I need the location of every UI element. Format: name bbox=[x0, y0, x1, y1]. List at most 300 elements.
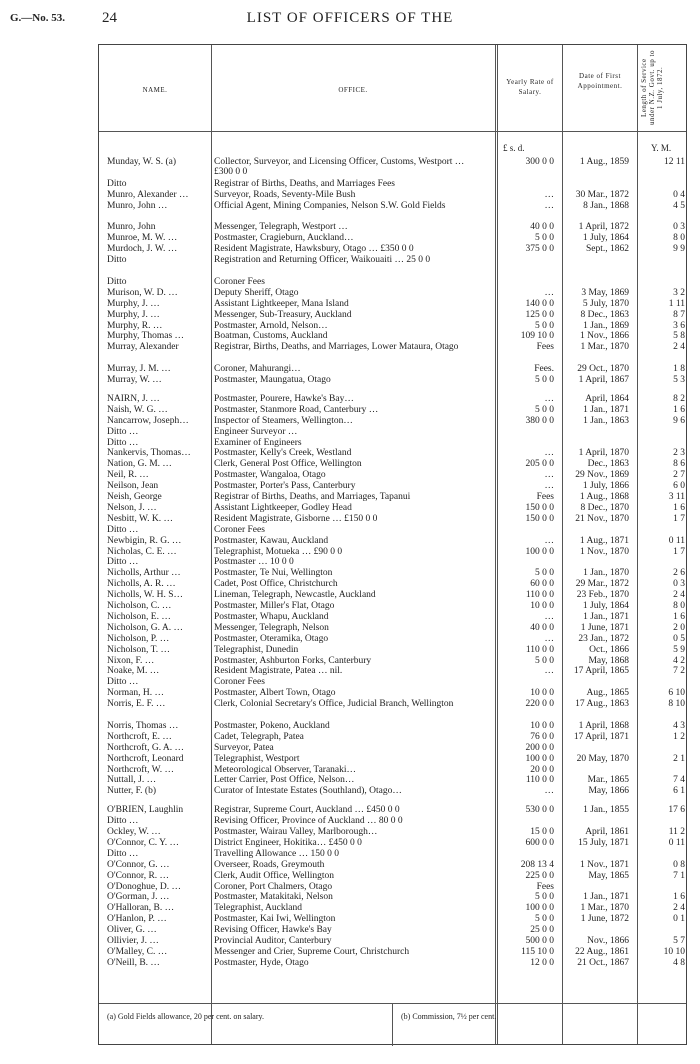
length-of-service: 2 4 bbox=[673, 342, 685, 353]
yearly-salary: … bbox=[544, 393, 554, 404]
office-title: Meteorological Observer, Taranaki… bbox=[214, 764, 357, 775]
length-of-service: 2 0 bbox=[673, 622, 685, 633]
appointment-date: 1 July, 1866 bbox=[582, 481, 629, 492]
length-of-service: 0 3 bbox=[673, 579, 685, 590]
length-of-service: 4 2 bbox=[673, 655, 685, 666]
office-title: Revising Officer, Province of Auckland … 80 0 0 bbox=[214, 816, 403, 827]
appointment-date: 1 Nov., 1871 bbox=[580, 859, 629, 870]
appointment-date: 17 April, 1865 bbox=[573, 666, 629, 677]
appointment-date: 1 April, 1868 bbox=[578, 720, 629, 731]
office-title: Coroner, Port Chalmers, Otago bbox=[214, 881, 333, 892]
appointment-date: May, 1865 bbox=[588, 870, 629, 881]
officer-name: Nixon, F. … bbox=[107, 655, 155, 666]
length-of-service: 1 6 bbox=[673, 611, 685, 622]
appointment-date: 29 Mar., 1872 bbox=[575, 579, 629, 590]
length-of-service: 2 7 bbox=[673, 470, 685, 481]
appointment-date: April, 1864 bbox=[585, 393, 629, 404]
office-title: Messenger and Crier, Supreme Court, Christchurch bbox=[214, 946, 410, 957]
officer-name: O'Halloran, B. … bbox=[107, 903, 175, 914]
officer-name: O'Connor, R. … bbox=[107, 870, 170, 881]
yearly-salary: … bbox=[544, 448, 554, 459]
yearly-salary: 5 0 0 bbox=[535, 914, 554, 925]
office-title: Revising Officer, Hawke's Bay bbox=[214, 925, 332, 936]
document-reference: G.—No. 53. bbox=[10, 12, 65, 24]
office-title: Registrar of Births, Deaths, and Marriages, Tapanui bbox=[214, 492, 411, 502]
length-of-service: 5 9 bbox=[673, 644, 685, 655]
length-of-service: 6 1 bbox=[673, 786, 685, 797]
officer-name: O'Donoghue, D. … bbox=[107, 881, 182, 892]
yearly-salary: 600 0 0 bbox=[525, 837, 554, 848]
officer-name: O'BRIEN, Laughlin bbox=[107, 805, 184, 816]
yearly-salary: 208 13 4 bbox=[520, 859, 554, 870]
page-title: LIST OF OFFICERS OF THE bbox=[246, 10, 454, 26]
column-divider bbox=[637, 45, 638, 1044]
yearly-salary: 205 0 0 bbox=[525, 459, 554, 470]
officer-name: Ditto … bbox=[107, 816, 139, 827]
officer-name: Norris, E. F. … bbox=[107, 699, 166, 710]
officer-name: Murphy, R. … bbox=[107, 320, 163, 331]
yearly-salary: … bbox=[544, 633, 554, 644]
yearly-salary: 109 10 0 bbox=[520, 331, 554, 342]
office-title: Clerk, Audit Office, Wellington bbox=[214, 870, 334, 881]
officer-name: O'Connor, C. Y. … bbox=[107, 837, 180, 848]
officer-name: Ditto … bbox=[107, 437, 139, 448]
yearly-salary: 375 0 0 bbox=[525, 244, 554, 255]
office-title: Telegraphist, Westport bbox=[214, 753, 300, 764]
office-title: Registrar, Supreme Court, Auckland … £450 0 0 bbox=[214, 805, 400, 816]
length-of-service: 0 11 bbox=[668, 535, 685, 546]
length-of-service: 1 6 bbox=[673, 502, 685, 513]
column-divider bbox=[211, 45, 212, 1044]
yearly-salary: 100 0 0 bbox=[525, 753, 554, 764]
yearly-salary: 40 0 0 bbox=[530, 222, 554, 233]
yearly-salary: 5 0 0 bbox=[535, 375, 554, 385]
officer-name: Nicholson, E. … bbox=[107, 611, 171, 622]
officer-name: Nation, G. M. … bbox=[107, 459, 172, 470]
officer-name: Oliver, G. … bbox=[107, 925, 157, 936]
appointment-date: 1 Mar., 1870 bbox=[580, 342, 629, 353]
office-title: Postmaster, Kelly's Creek, Westland bbox=[214, 448, 352, 459]
officer-name: Nancarrow, Joseph… bbox=[107, 415, 189, 426]
length-of-service: 0 5 bbox=[673, 633, 685, 644]
office-title: Coroner Fees bbox=[214, 276, 265, 287]
officer-name: Ditto … bbox=[107, 557, 139, 568]
office-title: Coroner Fees bbox=[214, 677, 265, 688]
appointment-date: 1 Nov., 1870 bbox=[580, 546, 629, 557]
length-of-service: 0 8 bbox=[673, 859, 685, 870]
appointment-date: 17 April, 1871 bbox=[573, 731, 629, 742]
office-title: Postmaster, Miller's Flat, Otago bbox=[214, 601, 335, 611]
office-title: Cadet, Telegraph, Patea bbox=[214, 731, 304, 742]
appointment-date: 23 Feb., 1870 bbox=[576, 590, 629, 601]
office-title: Postmaster, Kai Iwi, Wellington bbox=[214, 914, 336, 925]
yearly-salary: 150 0 0 bbox=[525, 513, 554, 524]
yearly-salary: 10 0 0 bbox=[530, 720, 554, 731]
length-of-service: 8 2 bbox=[673, 393, 685, 404]
officer-name: O'Connor, G. … bbox=[107, 859, 170, 870]
yearly-salary: 5 0 0 bbox=[535, 233, 554, 244]
officer-name: Northcroft, E. … bbox=[107, 731, 172, 742]
length-of-service: 5 7 bbox=[673, 936, 685, 946]
officer-name: O'Malley, C. … bbox=[107, 946, 168, 957]
length-of-service: 7 4 bbox=[673, 775, 685, 786]
office-title: Telegraphist, Motueka … £90 0 0 bbox=[214, 546, 343, 557]
yearly-salary: 100 0 0 bbox=[525, 546, 554, 557]
length-of-service: 2 1 bbox=[673, 753, 685, 764]
office-title: Collector, Surveyor, and Licensing Officer, Customs, Westport … £300 0 0 bbox=[214, 157, 465, 177]
officer-name: Murray, W. … bbox=[107, 375, 162, 385]
length-of-service: 7 1 bbox=[673, 870, 685, 881]
length-of-service: 4 8 bbox=[673, 957, 685, 968]
officer-name: NAIRN, J. … bbox=[107, 393, 160, 404]
length-of-service: 8 10 bbox=[668, 699, 685, 710]
office-title: Overseer, Roads, Greymouth bbox=[214, 859, 325, 870]
table-header bbox=[99, 45, 686, 132]
officer-name: Nicholas, C. E. … bbox=[107, 546, 177, 557]
office-title: Registrar, Births, Deaths, and Marriages, Lower Mataura, Otago bbox=[214, 342, 459, 353]
officer-name: Munroe, M. W. … bbox=[107, 233, 178, 244]
yearly-salary: Fees. bbox=[534, 364, 554, 375]
yearly-salary: 10 0 0 bbox=[530, 601, 554, 611]
appointment-date: 1 Jan., 1871 bbox=[583, 611, 629, 622]
yearly-salary: 5 0 0 bbox=[535, 655, 554, 666]
yearly-salary: 125 0 0 bbox=[525, 309, 554, 320]
officer-name: Naish, W. G. … bbox=[107, 404, 168, 415]
appointment-date: Nov., 1866 bbox=[587, 936, 629, 946]
officer-name: Ditto … bbox=[107, 426, 139, 437]
office-title: Engineer Surveyor … bbox=[214, 426, 298, 437]
length-of-service: 1 2 bbox=[673, 731, 685, 742]
officer-name: Ditto … bbox=[107, 677, 139, 688]
officer-name: Northcroft, Leonard bbox=[107, 753, 184, 764]
yearly-salary: 220 0 0 bbox=[525, 699, 554, 710]
appointment-date: 1 Aug., 1871 bbox=[579, 535, 629, 546]
length-of-service: 1 7 bbox=[673, 546, 685, 557]
appointment-date: 29 Nov., 1869 bbox=[575, 470, 629, 481]
length-of-service: 2 4 bbox=[673, 903, 685, 914]
appointment-date: 1 June, 1872 bbox=[580, 914, 629, 925]
yearly-salary: 20 0 0 bbox=[530, 764, 554, 775]
length-of-service: 3 6 bbox=[673, 320, 685, 331]
office-title: Postmaster, Pourere, Hawke's Bay… bbox=[214, 393, 354, 404]
office-title: Lineman, Telegraph, Newcastle, Auckland bbox=[214, 590, 376, 601]
appointment-date: 1 Jan., 1869 bbox=[583, 320, 629, 331]
officer-name: Murphy, J. … bbox=[107, 298, 160, 309]
officer-name: Nicholson, P. … bbox=[107, 633, 170, 644]
appointment-date: 22 Aug., 1861 bbox=[575, 946, 629, 957]
length-of-service: 3 11 bbox=[668, 492, 685, 502]
appointment-date: 1 Aug., 1859 bbox=[579, 157, 629, 167]
appointment-date: 1 July, 1864 bbox=[582, 601, 629, 611]
yearly-salary: 500 0 0 bbox=[525, 936, 554, 946]
appointment-date: 8 Jan., 1868 bbox=[583, 200, 629, 211]
officer-name: Nicholls, A. R. … bbox=[107, 579, 176, 590]
office-title: Resident Magistrate, Gisborne … £150 0 0 bbox=[214, 513, 378, 524]
appointment-date: 8 Dec., 1863 bbox=[580, 309, 629, 320]
office-title: Postmaster, Wangaloa, Otago bbox=[214, 470, 326, 481]
officer-name: Ollivier, J. … bbox=[107, 936, 159, 946]
office-title: Resident Magistrate, Patea … nil. bbox=[214, 666, 343, 677]
appointment-date: 8 Dec., 1870 bbox=[580, 502, 629, 513]
officer-name: Northcroft, G. A. … bbox=[107, 742, 185, 753]
officer-name: Neilson, Jean bbox=[107, 481, 159, 492]
appointment-date: 1 Jan., 1870 bbox=[583, 568, 629, 579]
appointment-date: 21 Nov., 1870 bbox=[575, 513, 629, 524]
length-of-service: 0 11 bbox=[668, 837, 685, 848]
office-title: Postmaster, Porter's Pass, Canterbury bbox=[214, 481, 356, 492]
appointment-date: 29 Oct., 1870 bbox=[577, 364, 629, 375]
yearly-salary: 5 0 0 bbox=[535, 892, 554, 903]
yearly-salary: 300 0 0 bbox=[525, 157, 554, 167]
appointment-date: 1 April, 1867 bbox=[578, 375, 629, 385]
office-title: Assistant Lightkeeper, Mana Island bbox=[214, 298, 349, 309]
yearly-salary: 225 0 0 bbox=[525, 870, 554, 881]
officer-name: Newbigin, R. G. … bbox=[107, 535, 182, 546]
length-of-service: 11 2 bbox=[668, 827, 685, 837]
appointment-date: 1 April, 1870 bbox=[578, 448, 629, 459]
officer-name: Norman, H. … bbox=[107, 688, 164, 699]
yearly-salary: 10 0 0 bbox=[530, 688, 554, 699]
office-title: Registration and Returning Officer, Waikouaiti … 25 0 0 bbox=[214, 255, 431, 266]
length-of-service: 6 0 bbox=[673, 481, 685, 492]
appointment-date: Dec., 1863 bbox=[587, 459, 629, 470]
col-header-name: NAME. bbox=[142, 86, 168, 94]
footnote-b: (b) Commission, 7½ per cent. bbox=[401, 1012, 497, 1021]
office-title: Provincial Auditor, Canterbury bbox=[214, 936, 332, 946]
office-title: Postmaster, Albert Town, Otago bbox=[214, 688, 336, 699]
office-title: Clerk, Colonial Secretary's Office, Judicial Branch, Wellington bbox=[214, 699, 454, 710]
length-of-service: 8 7 bbox=[673, 309, 685, 320]
yearly-salary: … bbox=[544, 470, 554, 481]
appointment-date: May, 1868 bbox=[588, 655, 629, 666]
office-title: Postmaster, Kawau, Auckland bbox=[214, 535, 329, 546]
officers-table bbox=[98, 44, 687, 1045]
office-title: Messenger, Sub-Treasury, Auckland bbox=[214, 309, 352, 320]
length-of-service: 4 5 bbox=[673, 200, 685, 211]
length-of-service: 3 2 bbox=[673, 287, 685, 298]
office-title: Postmaster, Arnold, Nelson… bbox=[214, 320, 328, 331]
office-title: Postmaster, Whapu, Auckland bbox=[214, 611, 329, 622]
length-of-service: 6 10 bbox=[668, 688, 685, 699]
yearly-salary: 140 0 0 bbox=[525, 298, 554, 309]
officer-name: Ditto bbox=[107, 276, 127, 287]
length-of-service: 7 2 bbox=[673, 666, 685, 677]
office-title: Assistant Lightkeeper, Godley Head bbox=[214, 502, 352, 513]
yearly-salary: … bbox=[544, 786, 554, 797]
appointment-date: 1 Jan., 1871 bbox=[583, 404, 629, 415]
officer-name: Nicholson, T. … bbox=[107, 644, 170, 655]
office-title: Resident Magistrate, Hawksbury, Otago … £350 0 0 bbox=[214, 244, 414, 255]
salary-units: £ s. d. bbox=[503, 143, 525, 153]
appointment-date: 1 Nov., 1866 bbox=[580, 331, 629, 342]
appointment-date: Mar., 1865 bbox=[587, 775, 629, 786]
page-number: 24 bbox=[102, 10, 117, 26]
office-title: Registrar of Births, Deaths, and Marriages Fees bbox=[214, 178, 395, 189]
office-title: Clerk, General Post Office, Wellington bbox=[214, 459, 362, 470]
officer-name: Murphy, J. … bbox=[107, 309, 160, 320]
appointment-date: 5 July, 1870 bbox=[582, 298, 629, 309]
officer-name: O'Gorman, J. … bbox=[107, 892, 170, 903]
officer-name: Munro, John … bbox=[107, 200, 168, 211]
officer-name: Murray, Alexander bbox=[107, 342, 179, 353]
footnotes bbox=[99, 1003, 686, 1046]
yearly-salary: 5 0 0 bbox=[535, 320, 554, 331]
officer-name: Ockley, W. … bbox=[107, 827, 161, 837]
yearly-salary: 100 0 0 bbox=[525, 903, 554, 914]
officer-name: Nuttall, J. … bbox=[107, 775, 157, 786]
appointment-date: 1 June, 1871 bbox=[580, 622, 629, 633]
office-title: Coroner Fees bbox=[214, 524, 265, 535]
officer-name: Nutter, F. (b) bbox=[107, 786, 156, 797]
length-of-service: 4 3 bbox=[673, 720, 685, 731]
office-title: Messenger, Telegraph, Westport … bbox=[214, 222, 348, 233]
office-title: Postmaster, Cragieburn, Auckland… bbox=[214, 233, 354, 244]
officer-name: Nelson, J. … bbox=[107, 502, 157, 513]
col-header-date: Date of First Appointment. bbox=[577, 72, 623, 90]
yearly-salary: 110 0 0 bbox=[525, 644, 554, 655]
yearly-salary: 15 0 0 bbox=[530, 827, 554, 837]
yearly-salary: 110 0 0 bbox=[525, 775, 554, 786]
office-title: Curator of Intestate Estates (Southland), Otago… bbox=[214, 786, 402, 797]
length-of-service: 0 3 bbox=[673, 222, 685, 233]
yearly-salary: 5 0 0 bbox=[535, 404, 554, 415]
officer-name: Nicholson, G. A. … bbox=[107, 622, 183, 633]
office-title: Letter Carrier, Post Office, Nelson… bbox=[214, 775, 355, 786]
appointment-date: 1 Jan., 1855 bbox=[583, 805, 629, 816]
length-of-service: 0 4 bbox=[673, 189, 685, 200]
officer-name: Nesbitt, W. K. … bbox=[107, 513, 173, 524]
length-of-service: 9 9 bbox=[673, 244, 685, 255]
office-title: Telegraphist, Auckland bbox=[214, 903, 302, 914]
yearly-salary: … bbox=[544, 189, 554, 200]
officer-name: Ditto bbox=[107, 255, 127, 266]
yearly-salary: … bbox=[544, 200, 554, 211]
office-title: Surveyor, Patea bbox=[214, 742, 274, 753]
length-of-service: 10 10 bbox=[663, 946, 685, 957]
length-of-service: 1 6 bbox=[673, 404, 685, 415]
footnote-a: (a) Gold Fields allowance, 20 per cent. on salary. bbox=[107, 1012, 264, 1021]
appointment-date: 1 Mar., 1870 bbox=[580, 903, 629, 914]
appointment-date: 17 Aug., 1863 bbox=[575, 699, 629, 710]
yearly-salary: … bbox=[544, 481, 554, 492]
office-title: Inspector of Steamers, Wellington… bbox=[214, 415, 353, 426]
length-of-service: 12 11 bbox=[663, 157, 685, 167]
officer-name: Murdoch, J. W. … bbox=[107, 244, 178, 255]
officer-name: Nicholls, W. H. S… bbox=[107, 590, 184, 601]
length-of-service: 2 6 bbox=[673, 568, 685, 579]
officer-name: Ditto bbox=[107, 178, 127, 189]
yearly-salary: Fees bbox=[536, 492, 554, 502]
office-title: Deputy Sheriff, Otago bbox=[214, 287, 299, 298]
appointment-date: 3 May, 1869 bbox=[581, 287, 629, 298]
yearly-salary: 40 0 0 bbox=[530, 622, 554, 633]
appointment-date: April, 1861 bbox=[585, 827, 629, 837]
officer-name: Noake, M. … bbox=[107, 666, 160, 677]
office-title: Surveyor, Roads, Seventy-Mile Bush bbox=[214, 189, 356, 200]
length-of-service: 0 1 bbox=[673, 914, 685, 925]
length-of-service: 8 0 bbox=[673, 233, 685, 244]
office-title: Postmaster, Ashburton Forks, Canterbury bbox=[214, 655, 372, 666]
officer-name: Ditto … bbox=[107, 524, 139, 535]
col-header-office: OFFICE. bbox=[338, 86, 368, 94]
length-of-service: 8 0 bbox=[673, 601, 685, 611]
officer-name: Neil, R. … bbox=[107, 470, 149, 481]
yearly-salary: 25 0 0 bbox=[530, 925, 554, 936]
yearly-salary: … bbox=[544, 287, 554, 298]
yearly-salary: 530 0 0 bbox=[525, 805, 554, 816]
yearly-salary: 200 0 0 bbox=[525, 742, 554, 753]
length-of-service: 1 11 bbox=[668, 298, 685, 309]
appointment-date: 1 April, 1872 bbox=[578, 222, 629, 233]
office-title: Coroner, Mahurangi… bbox=[214, 364, 301, 375]
yearly-salary: … bbox=[544, 611, 554, 622]
office-title: Cadet, Post Office, Christchurch bbox=[214, 579, 338, 590]
page-header bbox=[0, 8, 700, 32]
office-title: District Engineer, Hokitika… £450 0 0 bbox=[214, 837, 362, 848]
office-title: Postmaster, Hyde, Otago bbox=[214, 957, 309, 968]
yearly-salary: 60 0 0 bbox=[530, 579, 554, 590]
office-title: Postmaster, Stanmore Road, Canterbury … bbox=[214, 404, 379, 415]
yearly-salary: Fees bbox=[536, 342, 554, 353]
length-of-service: 17 6 bbox=[668, 805, 685, 816]
yearly-salary: … bbox=[544, 535, 554, 546]
appointment-date: 1 July, 1864 bbox=[582, 233, 629, 244]
office-title: Postmaster, Te Nui, Wellington bbox=[214, 568, 333, 579]
office-title: Postmaster, Oteramika, Otago bbox=[214, 633, 329, 644]
appointment-date: 1 Jan., 1871 bbox=[583, 892, 629, 903]
col-header-salary: Yearly Rate of Salary. bbox=[506, 78, 554, 96]
office-title: Postmaster, Pokeno, Auckland bbox=[214, 720, 330, 731]
length-of-service: 8 6 bbox=[673, 459, 685, 470]
officer-name: Neish, George bbox=[107, 492, 162, 502]
length-of-service: 9 6 bbox=[673, 415, 685, 426]
yearly-salary: 110 0 0 bbox=[525, 590, 554, 601]
appointment-date: Aug., 1865 bbox=[586, 688, 629, 699]
appointment-date: 1 Jan., 1863 bbox=[583, 415, 629, 426]
yearly-salary: Fees bbox=[536, 881, 554, 892]
footnote-divider bbox=[392, 1004, 393, 1046]
office-title: Postmaster, Maungatua, Otago bbox=[214, 375, 331, 385]
length-of-service: 2 3 bbox=[673, 448, 685, 459]
office-title: Examiner of Engineers bbox=[214, 437, 302, 448]
length-of-service: 1 7 bbox=[673, 513, 685, 524]
col-header-service: Length of Service under N.Z. Govt. up to 1 July, 1872. bbox=[640, 50, 664, 126]
appointment-date: 30 Mar., 1872 bbox=[575, 189, 629, 200]
appointment-date: 15 July, 1871 bbox=[578, 837, 629, 848]
office-title: Travelling Allowance … 150 0 0 bbox=[214, 848, 339, 859]
appointment-date: 20 May, 1870 bbox=[576, 753, 629, 764]
yearly-salary: 5 0 0 bbox=[535, 568, 554, 579]
officer-name: O'Hanlon, P. … bbox=[107, 914, 167, 925]
office-title: Postmaster … 10 0 0 bbox=[214, 557, 294, 568]
officer-name: Nankervis, Thomas… bbox=[107, 448, 191, 459]
length-of-service: 1 8 bbox=[673, 364, 685, 375]
office-title: Telegraphist, Dunedin bbox=[214, 644, 299, 655]
officer-name: Murison, W. D. … bbox=[107, 287, 178, 298]
length-of-service: 2 4 bbox=[673, 590, 685, 601]
officer-name: Nicholson, C. … bbox=[107, 601, 172, 611]
length-of-service: 5 8 bbox=[673, 331, 685, 342]
yearly-salary: … bbox=[544, 666, 554, 677]
officer-name: Munday, W. S. (a) bbox=[107, 157, 177, 167]
officer-name: Murphy, Thomas … bbox=[107, 331, 185, 342]
yearly-salary: 76 0 0 bbox=[530, 731, 554, 742]
length-of-service: 5 3 bbox=[673, 375, 685, 385]
appointment-date: 23 Jan., 1872 bbox=[578, 633, 629, 644]
appointment-date: Oct., 1866 bbox=[589, 644, 629, 655]
yearly-salary: 150 0 0 bbox=[525, 502, 554, 513]
length-of-service: 1 6 bbox=[673, 892, 685, 903]
